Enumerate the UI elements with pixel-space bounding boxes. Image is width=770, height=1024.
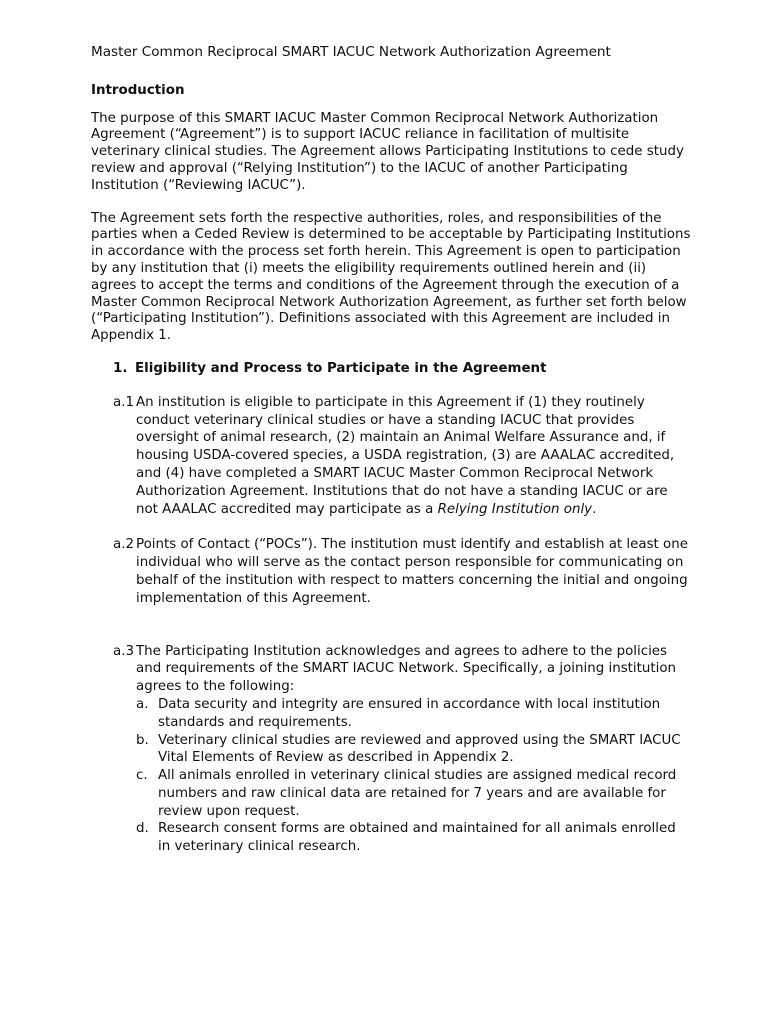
list-item-text: Research consent forms are obtained and maintained for all animals enrolled in veterinary clinical research. xyxy=(158,821,676,855)
section-1-number: 1. xyxy=(113,360,128,376)
introduction-heading: Introduction xyxy=(91,82,185,98)
clause-a1-emphasis: Relying Institution only xyxy=(437,501,593,517)
list-item-text: Data security and integrity are ensured in accordance with local institution standards and requirements. xyxy=(158,696,661,730)
clause-a1-text: An institution is eligible to participate in this Agreement if (1) they routinely conduct veterinary clinical studies or have a standing IACUC that provides oversight of animal research, (2) maintain an Animal Welfare Assurance and, if housing USDA-covered species, a USDA registration, (3) are AAALAC accredited, and (4) have completed a SMART IACUC Master Common Reciprocal Network Authorization Agreement. Institutions that do not have a standing IACUC or are not AAALAC accredited may participate as a xyxy=(136,394,675,517)
list-item-letter: b. xyxy=(136,732,149,748)
clause-a1-number: a.1 xyxy=(113,394,134,410)
document-title: Master Common Reciprocal SMART IACUC Network Authorization Agreement xyxy=(91,44,611,60)
list-item-letter: a. xyxy=(136,696,149,712)
clause-a3-number: a.3 xyxy=(113,643,134,659)
clause-a1-trailing: . xyxy=(592,501,597,517)
list-item-text: All animals enrolled in veterinary clinical studies are assigned medical record numbers and raw clinical data are retained for 7 years and are available for review upon request. xyxy=(158,768,677,819)
list-item xyxy=(136,696,691,732)
list-item xyxy=(136,767,691,820)
clause-a1-body xyxy=(136,394,691,519)
intro-paragraph-2: The Agreement sets forth the respective authorities, roles, and responsibilities of the parties when a Ceded Review is determined to be acceptable by Participating Institutions in accordance with the process set forth herein. This Agreement is open to participation by any institution that (i) meets the eligibility requirements outlined herein and (ii) agrees to accept the terms and conditions of the Agreement through the execution of a Master Common Reciprocal Network Authorization Agreement, as further set forth below (“Participating Institution”). Definitions associated with this Agreement are included in Appendix 1. xyxy=(91,210,691,344)
clause-a2-number: a.2 xyxy=(113,537,134,553)
clause-a3-text: The Participating Institution acknowledges and agrees to adhere to the policies and requirements of the SMART IACUC Network. Specifically, a joining institution agrees to the following: xyxy=(136,643,677,695)
intro-paragraph-1: The purpose of this SMART IACUC Master Common Reciprocal Network Authorization Agreement (“Agreement”) is to support IACUC reliance in facilitation of multisite veterinary clinical studies. The Agreement allows Participating Institutions to cede study review and approval (“Relying Institution”) to the IACUC of another Participating Institution (“Reviewing IACUC”). xyxy=(91,110,684,193)
list-item-letter: d. xyxy=(136,821,149,837)
section-1-heading xyxy=(113,361,691,378)
list-item-text: Veterinary clinical studies are reviewed and approved using the SMART IACUC Vital Elements of Review as described in Appendix 2. xyxy=(158,732,681,766)
clause-a2 xyxy=(113,536,691,607)
list-item xyxy=(136,732,691,768)
section-1-title: Eligibility and Process to Participate in the Agreement xyxy=(135,360,547,376)
clause-a2-text: Points of Contact (“POCs”). The institution must identify and establish at least one individual who will serve as the contact person responsible for communicating on behalf of the institution with respect to matters concerning the initial and ongoing implementation of this Agreement. xyxy=(136,537,688,606)
clause-a1 xyxy=(113,394,691,519)
list-item-letter: c. xyxy=(136,768,148,784)
document-page xyxy=(91,44,691,874)
clause-a3-list xyxy=(136,696,691,856)
clause-a3-body xyxy=(136,643,691,857)
list-item xyxy=(136,820,691,856)
clause-a3 xyxy=(113,643,691,857)
